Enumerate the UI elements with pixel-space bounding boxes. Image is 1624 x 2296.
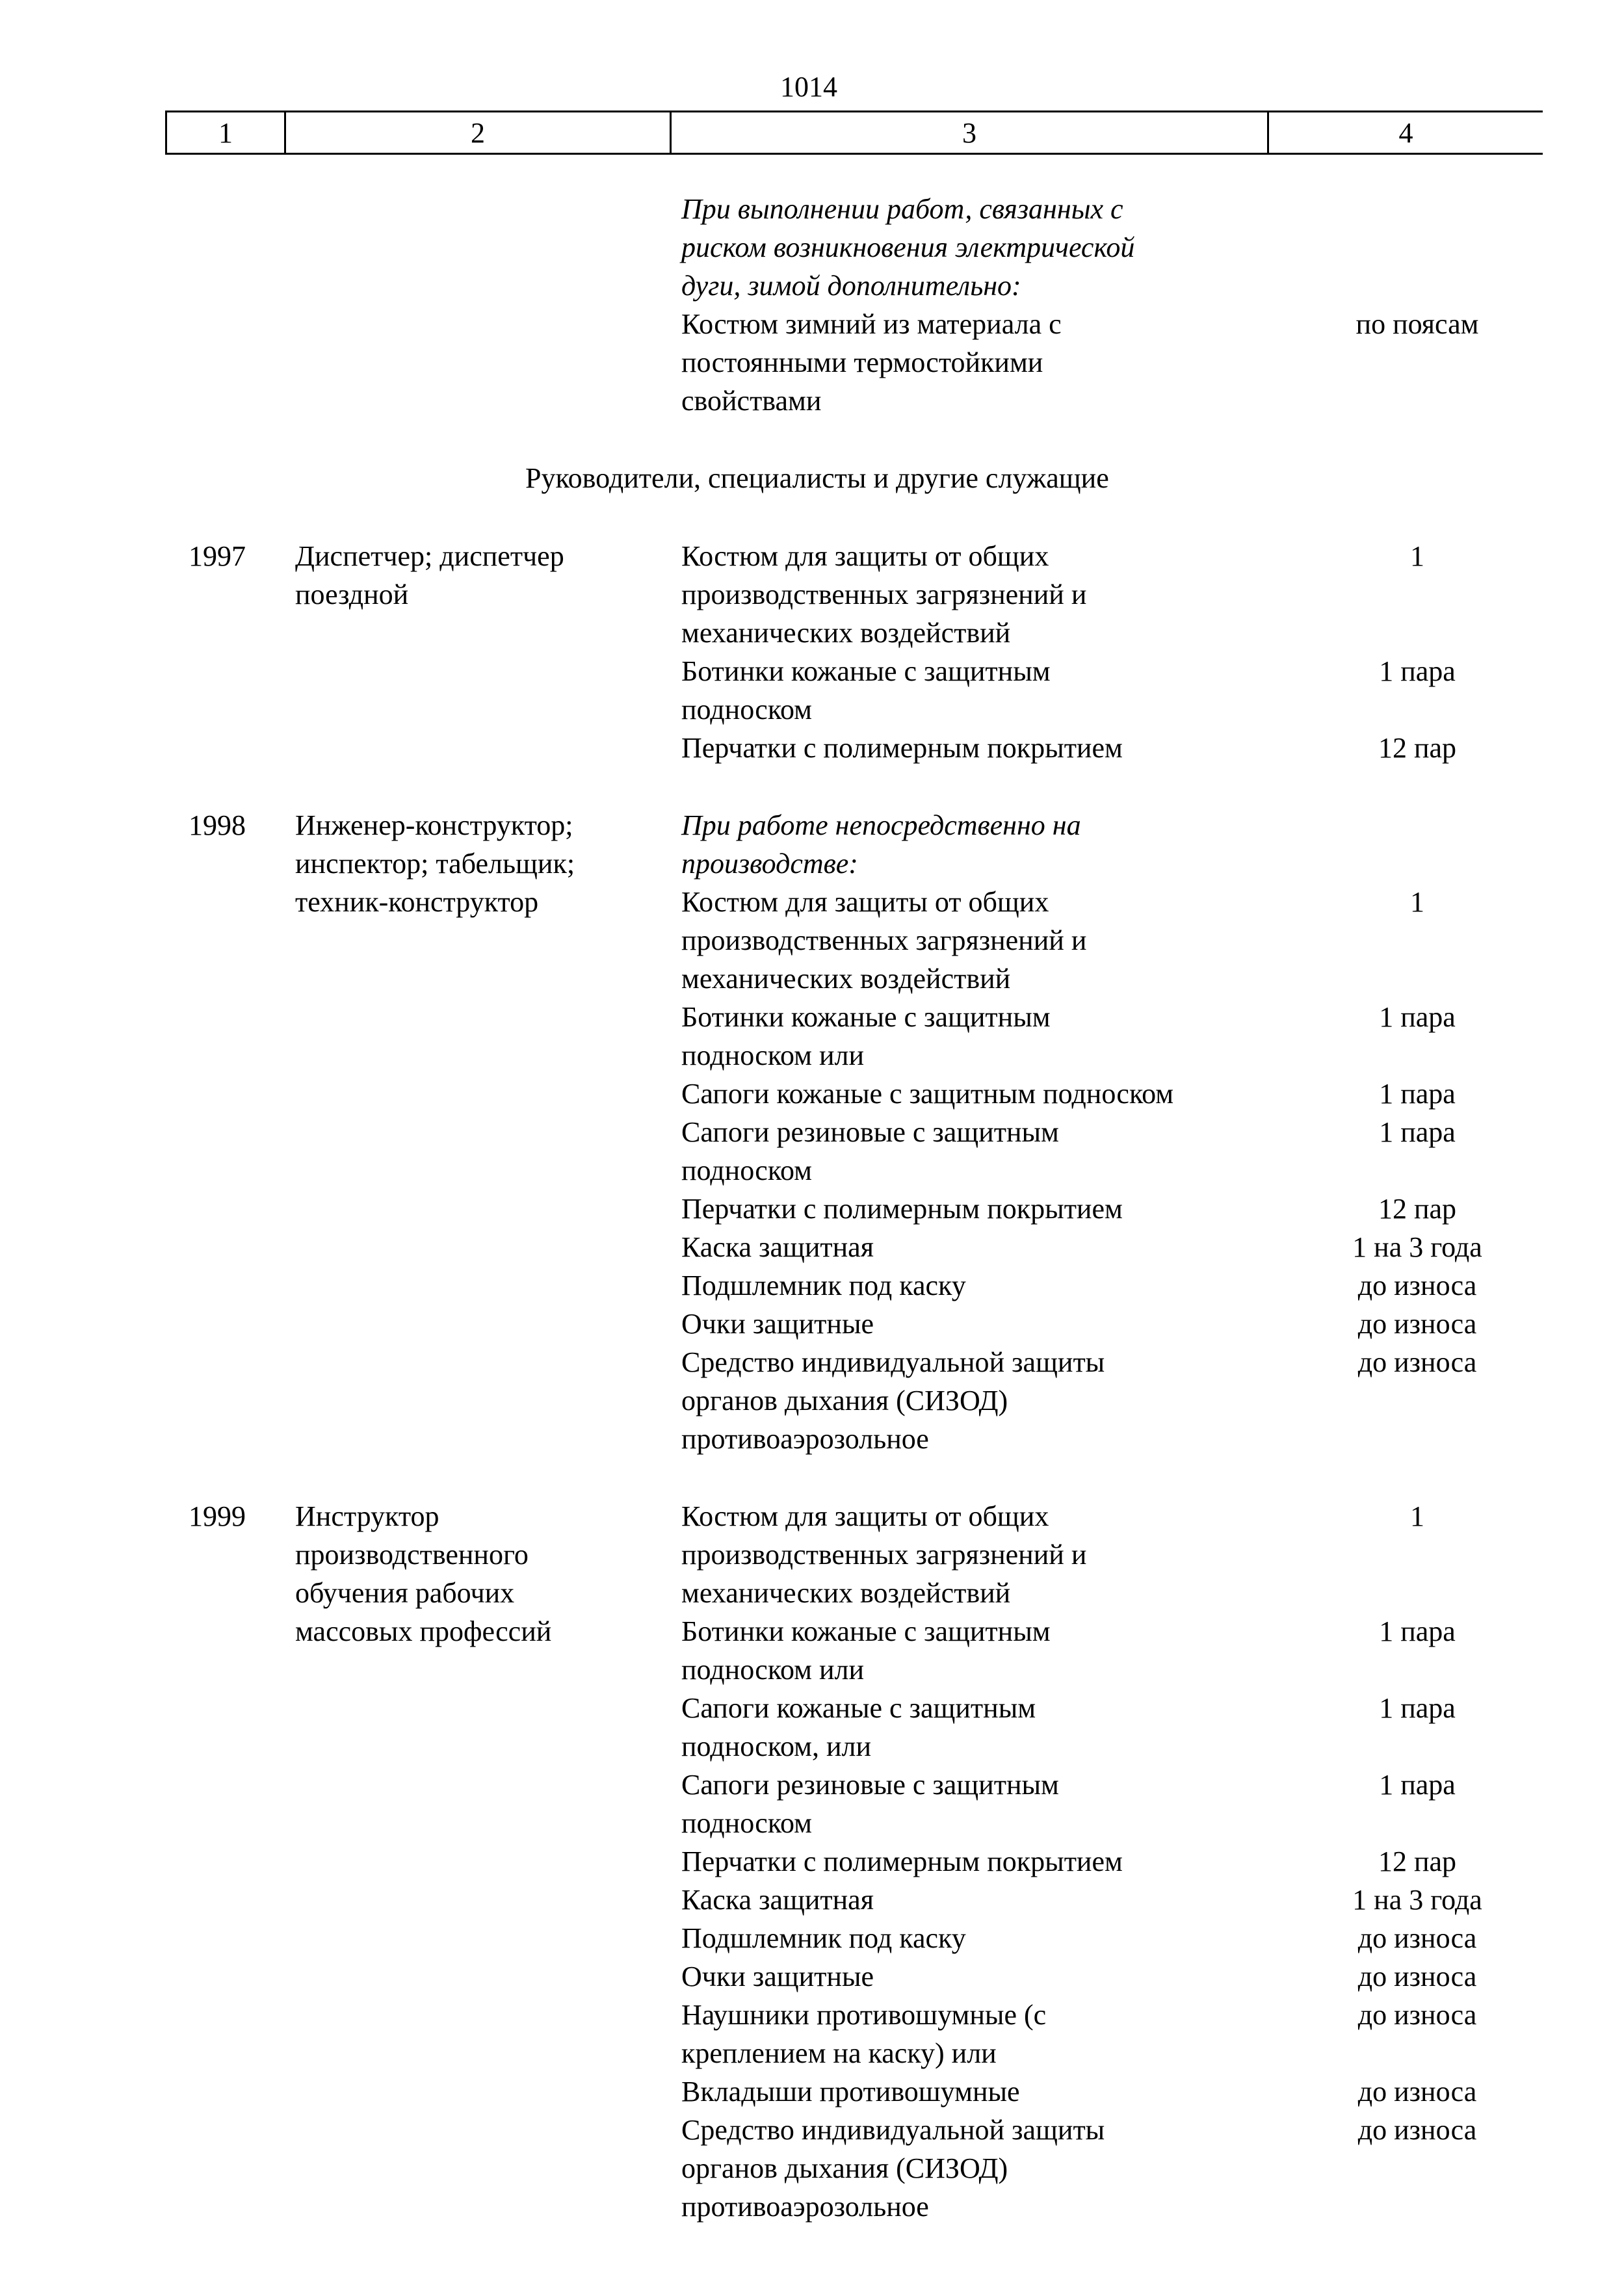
item-qty: 1 на 3 года <box>1352 1231 1482 1263</box>
item-name: Очки защитные <box>681 1961 874 1992</box>
item-qty: 1 пара <box>1379 1116 1456 1148</box>
item-name: Перчатки с полимерным покрытием <box>681 1846 1123 1877</box>
column-header-1: 1 <box>218 116 233 149</box>
item-name: Перчатки с полимерным покрытием <box>681 1193 1123 1225</box>
item-qty: 1 <box>1410 540 1424 572</box>
top-block-note: При выполнении работ, связанных с риском возникновения электрической дуги, зимой дополнительно: <box>681 193 1135 302</box>
item-name: Наушники противошумные (с креплением на каску) или <box>681 1999 1047 2069</box>
page-number: 1014 <box>780 71 837 103</box>
item-name: Очки защитные <box>681 1308 874 1340</box>
item-qty: 1 пара <box>1379 1001 1456 1033</box>
row-number: 1997 <box>189 540 246 572</box>
item-qty: 1 пара <box>1379 1692 1456 1724</box>
item-name: Костюм для защиты от общих производственных загрязнений и механических воздействий <box>681 540 1087 649</box>
column-header-row <box>165 111 1543 155</box>
row-number: 1999 <box>189 1500 246 1532</box>
item-name: Сапоги резиновые с защитным подноском <box>681 1116 1059 1186</box>
item-qty: до износа <box>1357 1308 1477 1340</box>
item-qty: до износа <box>1357 2114 1477 2146</box>
item-name: Средство индивидуальной защиты органов дыхания (СИЗОД) противоаэрозольное <box>681 1346 1105 1455</box>
item-qty: 1 пара <box>1379 1078 1456 1110</box>
item-name: Ботинки кожаные с защитным подноском или <box>681 1001 1051 1071</box>
item-qty: 12 пар <box>1378 1846 1457 1877</box>
row-number: 1998 <box>189 809 246 841</box>
item-qty: 12 пар <box>1378 732 1457 764</box>
item-name: Вкладыши противошумные <box>681 2076 1020 2107</box>
item-qty: до износа <box>1357 1270 1477 1301</box>
item-qty: 1 пара <box>1379 1615 1456 1647</box>
row-title: Инструктор производственного обучения рабочих массовых профессий <box>295 1500 552 1647</box>
column-header-2: 2 <box>471 116 485 149</box>
item-name: Ботинки кожаные с защитным подноском или <box>681 1615 1051 1686</box>
item-name: Подшлемник под каску <box>681 1922 966 1954</box>
item-name: Костюм для защиты от общих производственных загрязнений и механических воздействий <box>681 886 1087 995</box>
column-header-4: 4 <box>1398 116 1413 149</box>
item-qty: 1 на 3 года <box>1352 1884 1482 1916</box>
item-qty: до износа <box>1357 1346 1477 1378</box>
item-qty: 1 <box>1410 886 1424 918</box>
item-qty: 12 пар <box>1378 1193 1457 1225</box>
item-qty: 1 <box>1410 1500 1424 1532</box>
top-block-item: Костюм зимний из материала с постоянными термостойкими свойствами <box>681 308 1062 417</box>
row-note: При работе непосредственно на производстве: <box>681 809 1081 880</box>
item-name: Каска защитная <box>681 1884 874 1916</box>
item-name: Перчатки с полимерным покрытием <box>681 732 1123 764</box>
item-name: Костюм для защиты от общих производственных загрязнений и механических воздействий <box>681 1500 1087 1609</box>
row-title: Инженер-конструктор; инспектор; табельщик; техник-конструктор <box>295 809 575 918</box>
item-qty: 1 пара <box>1379 1769 1456 1801</box>
item-name: Сапоги резиновые с защитным подноском <box>681 1769 1059 1839</box>
item-qty: до износа <box>1357 1999 1477 2031</box>
item-name: Ботинки кожаные с защитным подноском <box>681 655 1051 725</box>
section-title: Руководители, специалисты и другие служащие <box>525 462 1109 494</box>
item-name: Подшлемник под каску <box>681 1270 966 1301</box>
item-name: Сапоги кожаные с защитным подноском <box>681 1078 1174 1110</box>
top-block-qty: по поясам <box>1356 308 1479 340</box>
item-name: Каска защитная <box>681 1231 874 1263</box>
item-name: Средство индивидуальной защиты органов дыхания (СИЗОД) противоаэрозольное <box>681 2114 1105 2223</box>
item-qty: 1 пара <box>1379 655 1456 687</box>
column-header-3: 3 <box>962 116 976 149</box>
row-title: Диспетчер; диспетчер поездной <box>295 540 564 610</box>
item-name: Сапоги кожаные с защитным подноском, или <box>681 1692 1036 1762</box>
item-qty: до износа <box>1357 2076 1477 2107</box>
item-qty: до износа <box>1357 1961 1477 1992</box>
item-qty: до износа <box>1357 1922 1477 1954</box>
